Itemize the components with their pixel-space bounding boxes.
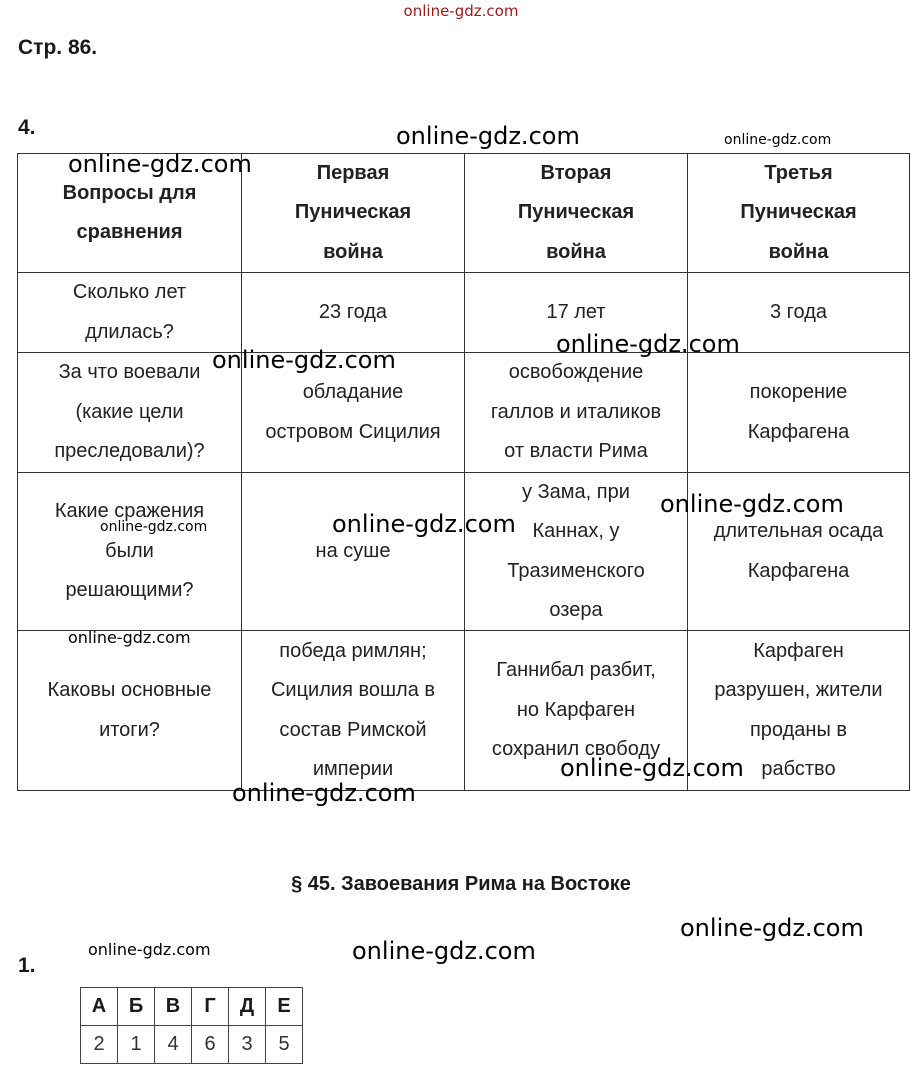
answer-numbers-row [81,1026,303,1064]
row-duration-question: Сколько лет длилась? [72,281,187,343]
task-1-number: 1. [18,954,36,977]
answer-letter: В [155,988,192,1026]
header-third-war: Третья Пуническая война [740,161,857,263]
row-goals-first: обладание островом Сицилия [265,381,441,443]
row-battles-second: у Зама, при Каннах, у Тразименского озера [507,480,645,621]
watermark: online-gdz.com [88,940,211,959]
answer-letter: Г [192,988,229,1026]
answer-letters-row [81,988,303,1026]
page-label: Стр. 86. [18,36,98,59]
row-results-second: Ганнибал разбит, но Карфаген сохранил свободу [491,659,661,761]
answer-number: 1 [118,1026,155,1064]
watermark: online-gdz.com [352,937,536,965]
watermark: online-gdz.com [660,490,844,518]
comparison-table [17,153,910,791]
watermark: online-gdz.com [396,122,580,150]
answer-number: 2 [81,1026,118,1064]
watermark: online-gdz.com [232,779,416,807]
header-questions: Вопросы для сравнения [62,181,197,243]
answer-number: 4 [155,1026,192,1064]
watermark: online-gdz.com [556,330,740,358]
row-goals-third: покорение Карфагена [747,381,850,443]
section-title: § 45. Завоевания Рима на Востоке [291,873,631,895]
answer-letter: Д [229,988,266,1026]
row-goals-second: освобождение галлов и италиков от власти Рима [490,361,662,463]
watermark: online-gdz.com [560,754,744,782]
row-duration-third: 3 года [769,300,827,323]
watermark: online-gdz.com [332,510,516,538]
row-battles-first: на суше [315,539,391,562]
watermark: online-gdz.com [68,628,191,647]
answer-table [80,987,303,1064]
row-duration-first: 23 года [318,300,388,323]
task-4-number: 4. [18,116,36,139]
watermark: online-gdz.com [680,914,864,942]
answer-letter: Б [118,988,155,1026]
answer-number: 5 [266,1026,303,1064]
row-results-third: Карфаген разрушен, жители проданы в рабство [714,639,883,780]
watermark: online-gdz.com [68,150,252,178]
row-goals-question: За что воевали (какие цели преследовали)? [54,361,205,463]
watermark: online-gdz.com [100,519,208,535]
answer-letter: А [81,988,118,1026]
answer-number: 6 [192,1026,229,1064]
row-battles-third: длительная осада Карфагена [713,520,884,582]
row-results-first: победа римлян; Сицилия вошла в состав Римской империи [270,639,435,780]
row-battles-question: Какие сражения были решающими? [54,500,205,602]
header-second-war: Вторая Пуническая война [517,161,635,263]
row-results-question: Каковы основные итоги? [47,679,212,741]
header-first-war: Первая Пуническая война [294,161,412,263]
answer-number: 3 [229,1026,266,1064]
watermark: online-gdz.com [212,346,396,374]
row-duration-second: 17 лет [546,300,606,323]
top-watermark: online-gdz.com [403,2,519,20]
answer-letter: Е [266,988,303,1026]
watermark: online-gdz.com [724,132,832,148]
